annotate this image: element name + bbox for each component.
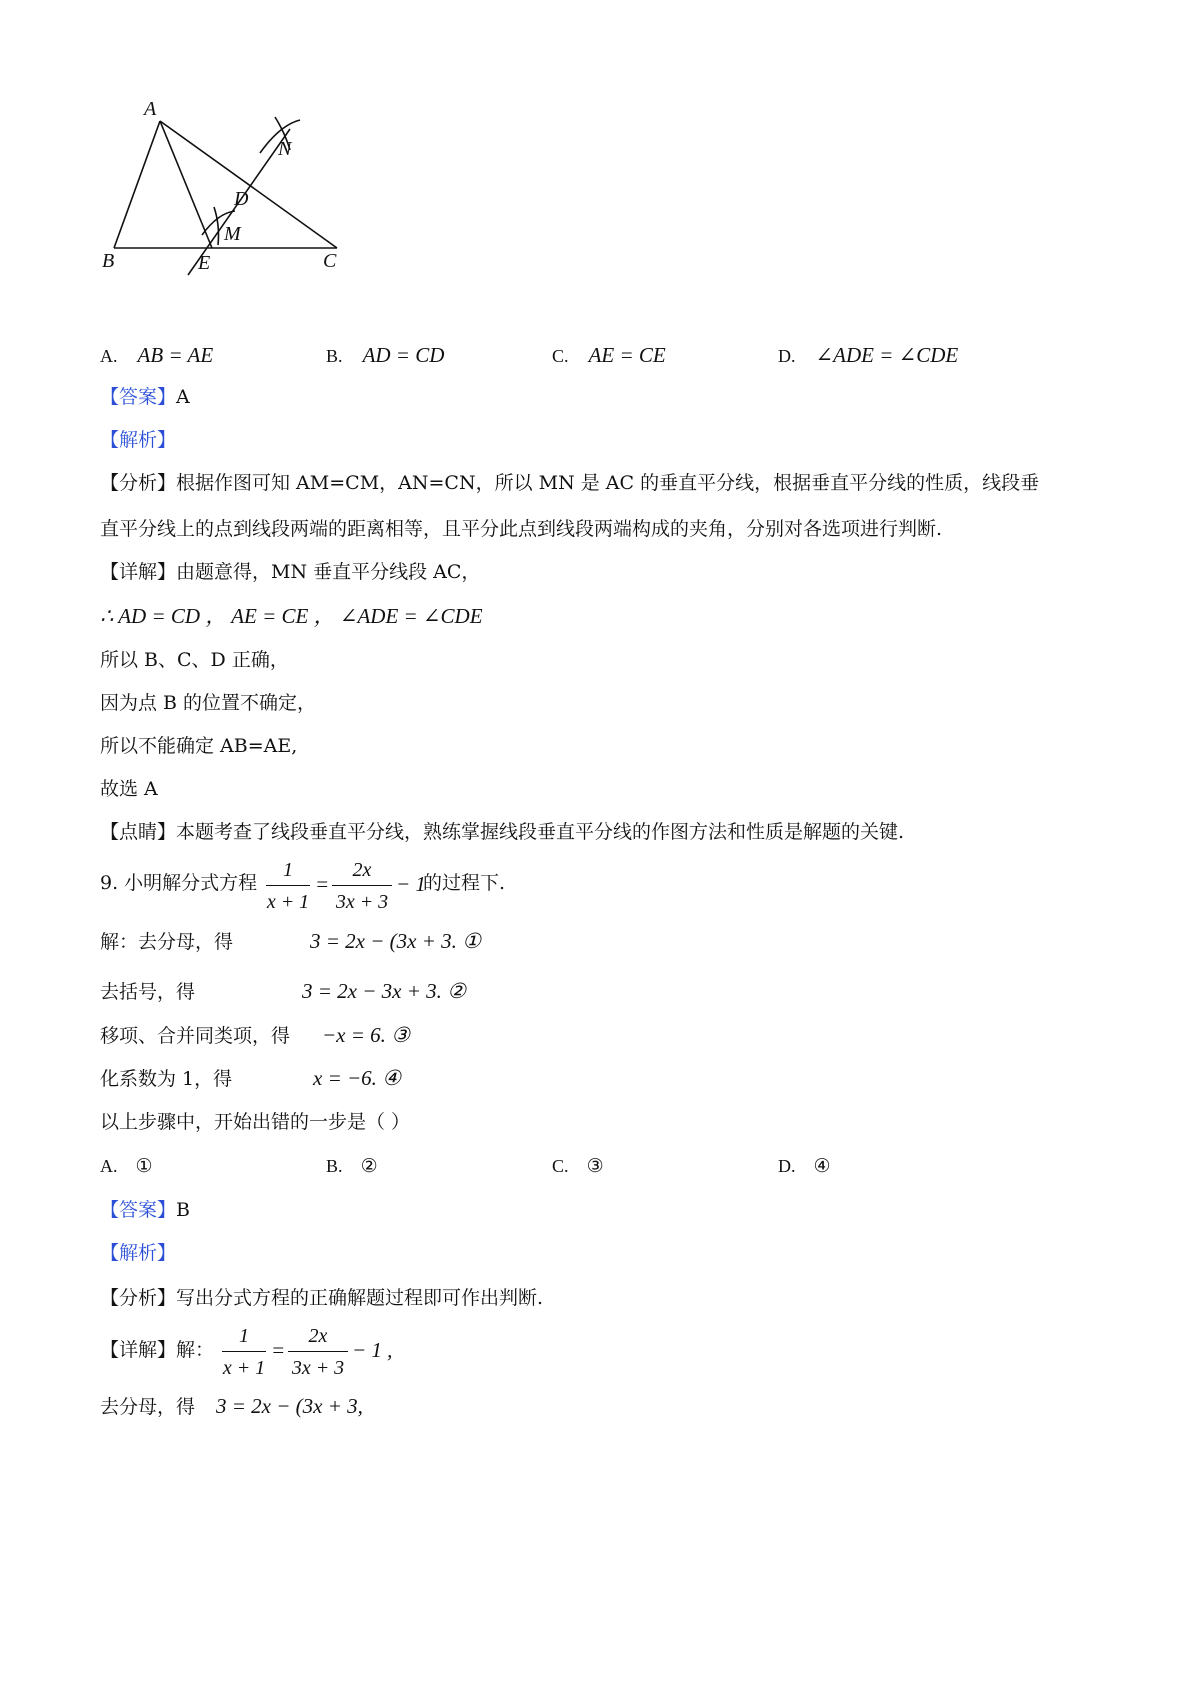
answer-tag: 【答案】 [100,1199,177,1221]
option-expr: AE = CE [588,343,666,367]
option-label: C. [552,346,569,366]
fraction-numerator: 1 [239,1325,249,1347]
answer-tag: 【答案】 [100,386,177,408]
label-D: D [234,188,249,210]
label-A: A [144,98,157,120]
label-N: N [278,138,292,160]
q9-step-3-expr: −x = 6. ③ [322,1023,410,1047]
xiangjie-text: 解： [176,1339,215,1361]
q9-sol-fraction-rhs [288,1326,348,1378]
segment-AB [114,121,160,248]
q8-line-position: 因为点 B 的位置不确定， [100,692,317,714]
q9-sol-tail: − 1 , [352,1338,393,1362]
option-label: A. [100,346,118,366]
q9-question: 以上步骤中，开始出错的一步是（ ） [100,1111,411,1133]
fraction-denominator: x + 1 [266,891,310,913]
label-M: M [224,223,241,245]
option-label: B. [326,346,343,366]
q9-option-d[interactable] [778,1157,831,1176]
fenxi-text: 根据作图可知 AM=CM，AN=CN，所以 MN 是 AC 的垂直平分线，根据垂直平分线的性质，线段垂 [176,472,1040,494]
fraction-numerator: 2x [352,859,372,881]
q8-xiangjie-line1 [100,563,480,582]
q9-step-1-label: 解：去分母，得 [100,931,234,953]
option-expr: AB = AE [137,343,214,367]
q9-last-expr: 3 = 2x − (3x + 3, [216,1394,363,1418]
q9-stem-suffix: 的过程下. [423,872,506,894]
q9-option-a[interactable] [100,1157,153,1176]
dianjing-text: 本题考查了线段垂直平分线，熟练掌握线段垂直平分线的作图方法和性质是解题的关键. [176,821,905,843]
option-expr: AD = CD [362,343,445,367]
q9-step-2-label: 去括号，得 [100,981,196,1003]
q9-step-4-label: 化系数为 1，得 [100,1068,233,1090]
q8-option-a[interactable] [100,345,213,366]
q9-step-1-expr: 3 = 2x − (3x + 3. ① [310,929,481,953]
q8-fenxi-line1 [100,474,1039,493]
q8-answer [100,388,190,407]
label-C: C [323,250,337,272]
q9-answer [100,1201,190,1220]
answer-value: A [176,386,190,408]
fenxi-text: 写出分式方程的正确解题过程即可作出判断. [176,1287,544,1309]
xiangjie-tag: 【详解】 [100,1339,177,1361]
fenxi-tag: 【分析】 [100,472,177,494]
fraction-numerator: 1 [283,859,293,881]
q9-eq-tail: − 1 [396,872,426,896]
option-label: A. [100,1156,118,1176]
q9-step-4-expr: x = −6. ④ [313,1066,401,1090]
q8-therefore-line: ∴ AD = CD ， AE = CE ， ∠ADE = ∠CDE [100,604,483,628]
option-label: D. [778,346,796,366]
q9-fenxi [100,1289,543,1308]
label-B: B [102,250,115,272]
q9-step-2-expr: 3 = 2x − 3x + 3. ② [302,979,466,1003]
q8-fenxi-line2: 直平分线上的点到线段两端的距离相等，且平分此点到线段两端构成的夹角，分别对各选项进行判断. [100,518,943,540]
option-expr: ② [360,1155,378,1177]
q9-sol-equals: = [271,1338,286,1362]
option-expr: ③ [586,1155,604,1177]
fenxi-tag: 【分析】 [100,1287,177,1309]
q9-option-c[interactable] [552,1157,604,1176]
q9-stem-prefix: 9. 小明解分式方程 [100,872,258,894]
q9-sol-fraction-lhs [222,1326,266,1378]
q9-last-label: 去分母，得 [100,1396,196,1418]
q8-line-cannot: 所以不能确定 AB=AE, [100,735,298,757]
q8-option-d[interactable] [778,345,958,366]
fraction-denominator: 3x + 3 [291,1357,345,1379]
option-expr: ④ [813,1155,831,1177]
q8-dianjing [100,823,904,842]
q9-analysis-tag: 【解析】 [100,1242,177,1264]
xiangjie-tag: 【详解】 [100,561,177,583]
q9-step-3-label: 移项、合并同类项，得 [100,1025,291,1047]
fraction-denominator: x + 1 [222,1357,266,1379]
q8-analysis-tag: 【解析】 [100,429,177,451]
fraction-numerator: 2x [308,1325,328,1347]
q8-option-b[interactable] [326,345,444,366]
geometry-figure [100,95,390,295]
fraction-denominator: 3x + 3 [335,891,389,913]
option-label: B. [326,1156,343,1176]
xiangjie-text: 由题意得，MN 垂直平分线段 AC， [176,561,481,583]
arc-M-2 [214,207,219,245]
option-expr: ∠ADE = ∠CDE [815,343,959,367]
option-label: C. [552,1156,569,1176]
answer-value: B [176,1199,190,1221]
option-expr: ① [135,1155,153,1177]
q9-fraction-rhs [332,860,392,912]
q8-line-bcd: 所以 B、C、D 正确， [100,649,289,671]
q9-xiangjie-prefix [100,1341,214,1360]
q9-equals: = [315,872,330,896]
q9-option-b[interactable] [326,1157,378,1176]
q9-fraction-lhs [266,860,310,912]
label-E: E [198,252,211,274]
q8-option-c[interactable] [552,345,666,366]
option-label: D. [778,1156,796,1176]
dianjing-tag: 【点睛】 [100,821,177,843]
q8-line-choose: 故选 A [100,778,158,800]
